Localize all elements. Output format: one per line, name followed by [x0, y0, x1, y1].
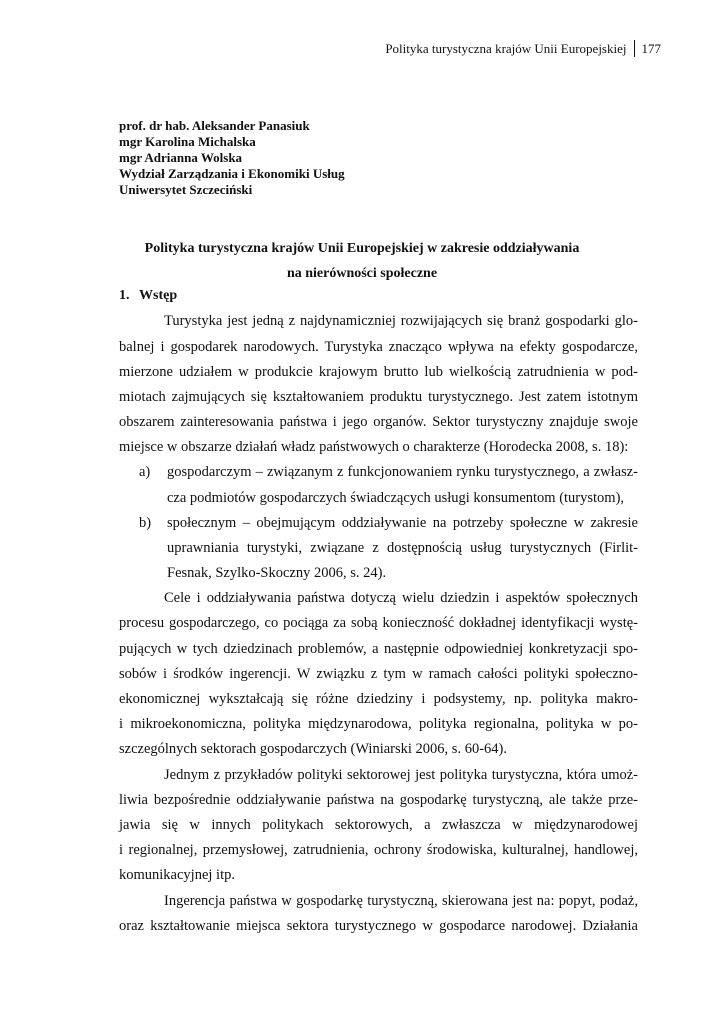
- running-title: Polityka turystyczna krajów Unii Europejskiej: [385, 40, 627, 56]
- section-number: 1.: [119, 288, 130, 303]
- header-divider: [634, 40, 635, 57]
- list-item-line: cza podmiotów gospodarczych świadczących usługi konsumentom (turystom),: [167, 490, 625, 506]
- section-heading: [119, 288, 177, 304]
- article-title: [100, 236, 624, 286]
- author-affiliation: Wydział Zarządzania i Ekonomiki Usług: [119, 166, 345, 181]
- list-marker: b): [139, 515, 152, 531]
- body-line: szczególnych sektorach gospodarczych (Winiarski 2006, s. 60-64).: [119, 741, 507, 757]
- body-line: sobów i środków ingerencji. W związku z tym w ramach całości polityki społeczno-: [119, 666, 638, 682]
- author-affiliation: Uniwersytet Szczeciński: [119, 182, 253, 197]
- list-item-line: gospodarczym – związanym z funkcjonowaniem rynku turystycznego, a zwłasz-: [167, 464, 638, 480]
- body-line: obszarem zainteresowania państwa i jego organów. Sektor turystyczny znajduje swoje: [119, 414, 638, 430]
- body-line: liwia bezpośrednie oddziaływanie państwa na gospodarkę turystyczną, ale także prze-: [119, 792, 638, 808]
- body-line: Cele i oddziaływania państwa dotyczą wielu dziedzin i aspektów społecznych: [164, 590, 638, 606]
- list-item-line: uprawniania turystyki, związane z dostępnością usług turystycznych (Firlit-: [167, 540, 638, 556]
- title-line: Polityka turystyczna krajów Unii Europejskiej w zakresie oddziaływania: [144, 241, 580, 256]
- body-line: komunikacyjnej itp.: [119, 867, 235, 883]
- page-number: 177: [641, 40, 661, 56]
- body-line: jawia się w innych politykach sektorowych, a zwłaszcza w międzynarodowej: [119, 817, 638, 833]
- body-line: ekonomicznej wykształcają się różne dziedziny i podsystemy, np. polityka makro-: [119, 691, 638, 707]
- body-line: balnej i gospodarek narodowych. Turystyka znacząco wpływa na efekty gospodarcze,: [119, 339, 638, 355]
- author-line: mgr Karolina Michalska: [119, 134, 256, 149]
- body-line: pujących w tych dziedzinach problemów, a następnie odpowiedniej konkretyzacji spo-: [119, 641, 638, 657]
- body-line: i regionalnej, przemysłowej, zatrudnienia, ochrony środowiska, kulturalnej, handlowej,: [119, 842, 638, 858]
- author-line: prof. dr hab. Aleksander Panasiuk: [119, 118, 310, 133]
- body-line: Jednym z przykładów polityki sektorowej jest polityka turystyczna, która umoż-: [164, 767, 638, 783]
- body-line: oraz kształtowanie miejsca sektora turystycznego w gospodarce narodowej. Działania: [119, 918, 638, 934]
- body-line: mierzone udziałem w produkcie krajowym brutto lub wielkością zatrudnienia w pod-: [119, 364, 638, 380]
- author-block: [119, 118, 345, 198]
- running-header: [385, 40, 661, 57]
- body-line: i mikroekonomiczna, polityka międzynarodowa, polityka regionalna, polityka w po-: [119, 716, 638, 732]
- body-line: Ingerencja państwa w gospodarkę turystyczną, skierowana jest na: popyt, podaż,: [164, 893, 638, 909]
- list-marker: a): [139, 464, 151, 480]
- list-item-line: Fesnak, Szylko-Skoczny 2006, s. 24).: [167, 565, 387, 581]
- body-line: miotach zajmujących się kształtowaniem produktu turystycznego. Jest zatem istotnym: [119, 389, 638, 405]
- title-line: na nierówności społeczne: [286, 266, 438, 281]
- body-line: Turystyka jest jedną z najdynamiczniej rozwijających się branż gospodarki glo-: [164, 313, 638, 329]
- section-title: Wstęp: [139, 288, 178, 303]
- body-line: procesu gospodarczego, co pociąga za sobą konieczność dokładnej identyfikacji wystę-: [119, 615, 638, 631]
- body-line: miejsce w obszarze działań władz państwowych o charakterze (Horodecka 2008, s. 18):: [119, 439, 629, 455]
- author-line: mgr Adrianna Wolska: [119, 150, 243, 165]
- list-item-line: społecznym – obejmującym oddziaływanie na potrzeby społeczne w zakresie: [167, 515, 638, 531]
